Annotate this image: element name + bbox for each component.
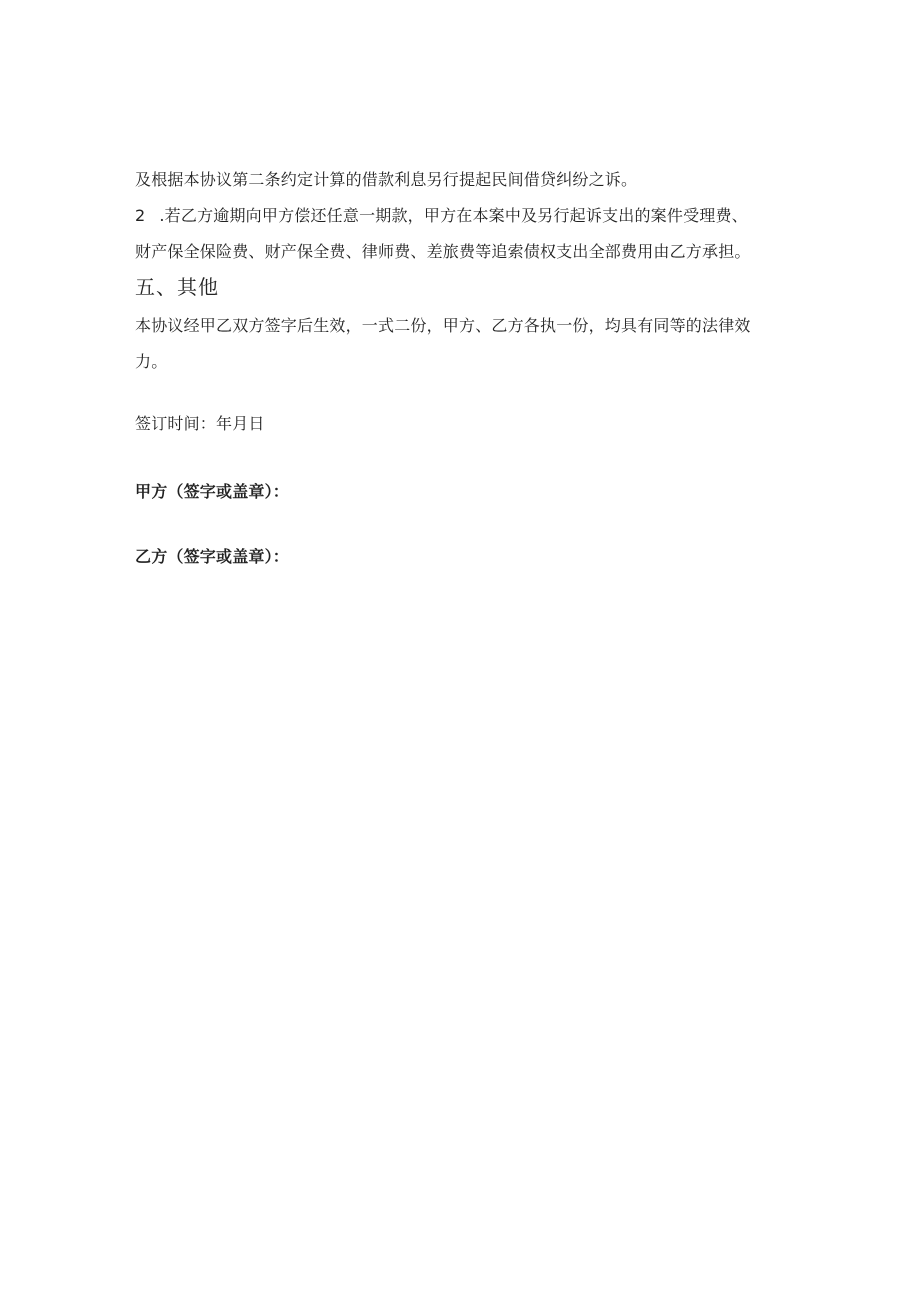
item-2-text-line-1: .若乙方逾期向甲方偿还任意一期款，甲方在本案中及另行起诉支出的案件受理费、 bbox=[159, 206, 748, 225]
party-b-signature: 乙方（签字或盖章）： bbox=[135, 547, 290, 566]
section-5-heading: 五、其他 bbox=[135, 275, 219, 299]
item-2-line-1 bbox=[135, 205, 748, 227]
item-2-line-2: 财产保全保险费、财产保全费、律师费、差旅费等追索债权支出全部费用由乙方承担。 bbox=[135, 242, 751, 261]
section-5-text-line-1: 本协议经甲乙双方签字后生效，一式二份，甲方、乙方各执一份，均具有同等的法律效 bbox=[135, 316, 751, 335]
item-2-number: 2 bbox=[135, 206, 146, 225]
section-5-text-line-2: 力。 bbox=[135, 352, 168, 371]
paragraph-continuation: 及根据本协议第二条约定计算的借款利息另行提起民间借贷纠纷之诉。 bbox=[135, 170, 638, 189]
signing-date: 签订时间：年月日 bbox=[135, 414, 265, 433]
party-a-signature: 甲方（签字或盖章）： bbox=[135, 482, 290, 501]
